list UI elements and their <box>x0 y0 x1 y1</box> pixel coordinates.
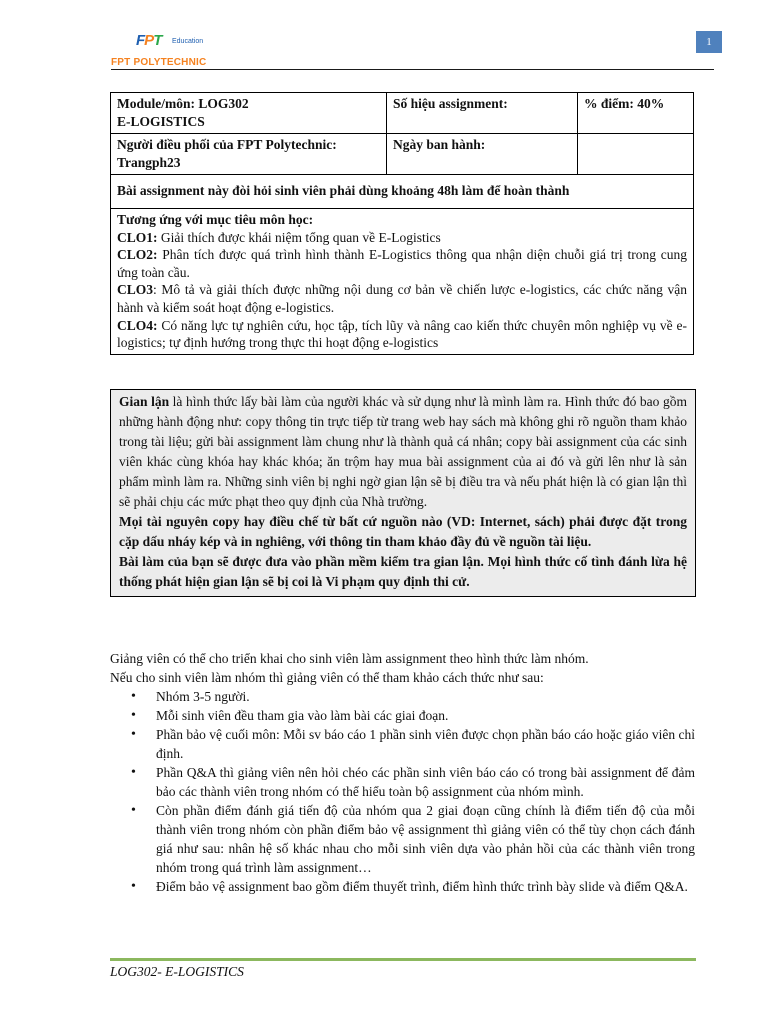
table-row <box>111 93 694 134</box>
plagiarism-definition: Gian lận là hình thức lấy bài làm của người khác và sử dụng như là mình làm ra. Hình thức đó bao gồm những hành động như: copy thông tin trực tiếp từ trang web hay sách mà không ghi rõ nguồn tham khảo trong tài liệu; gửi bài assignment làm chung như là thành quả cá nhân; copy bài assignment của các sinh viên khác cùng khóa hay khác khóa; ăn trộm hay mua bài assignment của ai đó và gửi lên như là sản phẩm mình làm ra. Những sinh viên bị nghi ngờ gian lận sẽ bị điều tra và nếu phát hiện là có gian lận thì sẽ phải chịu các mức phạt theo quy định của Nhà trường. <box>119 394 687 509</box>
coordinator-cell <box>111 134 387 175</box>
intro-paragraph: Nếu cho sinh viên làm nhóm thì giảng viên có thể tham khảo cách thức như sau: <box>110 670 544 685</box>
guidance-list <box>110 687 695 896</box>
list-item: • Điểm bảo vệ assignment bao gồm điểm thuyết trình, điểm hình thức trình bày slide và điểm Q&A. <box>156 877 695 896</box>
footer-text: LOG302- E-LOGISTICS <box>110 964 244 979</box>
fpt-education-logo <box>136 32 256 52</box>
clo-item: CLO3: Mô tả và giải thích được những nội dung cơ bản về chiến lược e-logistics, các chức năng vận hành và kiểm soát hoạt động e-logistics. <box>117 282 687 315</box>
list-item: • Còn phần điểm đánh giá tiến độ của nhóm qua 2 giai đoạn cũng chính là điểm tiến độ của mỗi thành viên trong nhóm còn phần điểm bảo vệ assignment thì giảng viên có thể tùy chọn cách đánh giá như sau: nhân hệ số khác nhau cho mỗi sinh viên dựa vào phản hồi của các thành viên trong nhóm trong quá trình làm assignment… <box>156 801 695 877</box>
header-divider <box>111 69 714 70</box>
objectives-heading: Tương ứng với mục tiêu môn học: <box>117 212 314 227</box>
org-name: FPT POLYTECHNIC <box>111 57 207 68</box>
issue-date-value <box>578 134 694 175</box>
logo-education-text: Education <box>172 38 204 45</box>
assignment-number-label: Số hiệu assignment: <box>387 93 578 134</box>
plagiarism-notice <box>110 389 696 597</box>
clo-item: CLO4: Có năng lực tự nghiên cứu, học tập, tích lũy và nâng cao kiến thức chuyên môn nghiệp vụ về e-logistics; tự định hướng trong thực thi hoạt động e-logistics <box>117 317 687 351</box>
table-row <box>111 209 694 355</box>
list-item: • Phần bảo vệ cuối môn: Mỗi sv báo cáo 1 phần sinh viên được chọn phần báo cáo hoặc giáo viên chỉ định. <box>156 725 695 763</box>
list-item: • Nhóm 3-5 người. <box>156 687 695 706</box>
percent-label: % điểm: 40% <box>578 93 694 134</box>
clo-item: CLO2: Phân tích được quá trình hình thành E-Logistics thông qua nhận diện chuỗi giá trị trong cung ứng toàn cầu. <box>117 247 687 280</box>
issue-date-label: Ngày ban hành: <box>387 134 578 175</box>
group-work-guidance <box>110 649 695 896</box>
plagiarism-rule-check: Bài làm của bạn sẽ được đưa vào phần mềm kiểm tra gian lận. Mọi hình thức cố tình đánh lừa hệ thống phát hiện gian lận sẽ bị coi là Vi phạm quy định thi cử. <box>119 554 687 589</box>
coordinator-label: Người điều phối của FPT Polytechnic: <box>117 137 337 152</box>
clo-item: CLO1: Giải thích được khái niệm tổng quan về E-Logistics <box>117 229 441 245</box>
objectives-cell <box>111 209 694 355</box>
assignment-info-table <box>110 92 694 355</box>
coordinator-name: Trangph23 <box>117 155 181 170</box>
module-cell <box>111 93 387 134</box>
plagiarism-rule-citation: Mọi tài nguyên copy hay điều chế từ bất cứ nguồn nào (VD: Internet, sách) phải được đặt trong cặp dấu nháy kép và in nghiêng, với thông tin tham khảo đầy đủ về nguồn tài liệu. <box>119 514 687 549</box>
table-row <box>111 175 694 209</box>
table-row <box>111 134 694 175</box>
list-item: • Phần Q&A thì giảng viên nên hỏi chéo các phần sinh viên báo cáo có trong bài assignment để đảm bảo các thành viên trong nhóm có thể hiểu toàn bộ assignment của nhóm mình. <box>156 763 695 801</box>
fpt-logo-mark: FPT <box>136 32 162 49</box>
page-number: 1 <box>696 31 722 53</box>
module-label: Module/môn: LOG302 <box>117 96 249 111</box>
module-name: E-LOGISTICS <box>117 114 205 129</box>
intro-paragraph: Giảng viên có thể cho triển khai cho sinh viên làm assignment theo hình thức làm nhóm. <box>110 651 589 666</box>
footer-divider <box>110 958 696 961</box>
list-item: • Mỗi sinh viên đều tham gia vào làm bài các giai đoạn. <box>156 706 695 725</box>
duration-note: Bài assignment này đòi hỏi sinh viên phải dùng khoảng 48h làm để hoàn thành <box>111 175 694 209</box>
